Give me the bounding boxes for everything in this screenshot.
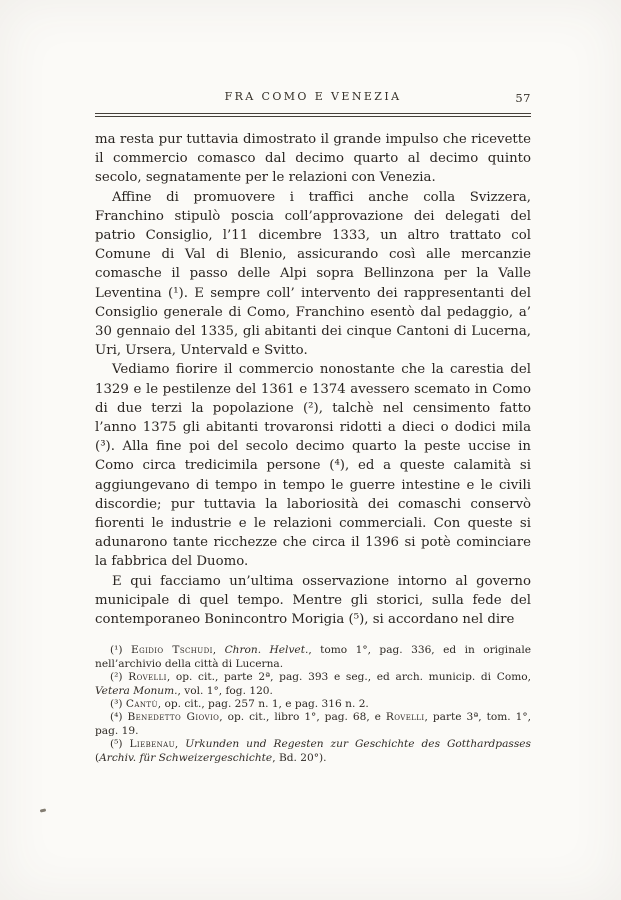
body-paragraph-1: ma resta pur tuttavia dimostrato il grande impulso che ricevette il commercio comasco dal decimo quarto al decimo quinto secolo, segnatamente per le relazioni con Venezia. — [95, 132, 531, 186]
header-rule — [95, 113, 531, 114]
footnote-1: (¹) Egidio Tschudi, Chron. Helvet., tomo 1°, pag. 336, ed in originale nell’archivio della città di Lucerna. — [95, 644, 531, 670]
body-paragraph-3: Vediamo fiorire il commercio nonostante che la carestia del 1329 e le pestilenze del 1361 e 1374 avessero scemato in Como di due terzi la popolazione (²), talchè nel censimento fatto l’anno 1375 gli abitanti trovaronsi ridotti a dieci o dodici mila (³). Alla fine poi del secolo decimo quarto la peste uccise in Como circa tredicimila persone (⁴), ed a queste calamità si aggiungevano di tempo in tempo le guerre intestine e le civili discordie; pur tuttavia la laboriosità dei comaschi conservò fiorenti le industrie e le relazioni commerciali. Con queste si adunarono tante ricchezze che circa il 1396 si potè cominciare la fabbrica del Duomo. — [95, 362, 531, 570]
running-header-title: FRA COMO E VENEZIA — [224, 90, 402, 103]
footnote-4: (⁴) Benedetto Giovio, op. cit., libro 1°, pag. 68, e Rovelli, parte 3ª, tom. 1°, pag. 19. — [95, 711, 531, 737]
footnote-2: (²) Rovelli, op. cit., parte 2ª, pag. 393 e seg., ed arch. municip. di Como, Vetera Monum., vol. 1°, fog. 120. — [95, 671, 531, 697]
footnote-3: (³) Cantù, op. cit., pag. 257 n. 1, e pag. 316 n. 2. — [110, 697, 369, 710]
body-paragraph-4: E qui facciamo un’ultima osservazione intorno al governo municipale di quel tempo. Mentre gli storici, sulla fede del contemporaneo Bonincontro Morigia (⁵), si accordano nel dire — [95, 573, 531, 628]
body-paragraph-2: Affine di promuovere i traffici anche colla Svizzera, Franchino stipulò poscia coll’approvazione dei delegati del patrio Consiglio, l’11 dicembre 1333, un altro trattato col Comune di Val di Blenio, assicurando così alle mercanzie comasche il passo delle Alpi sopra Bellinzona per la Valle Leventina (¹). E sempre coll’ intervento dei rappresentanti del Consiglio generale di Como, Franchino esentò dal pedaggio, a’ 30 gennaio del 1335, gli abitanti dei cinque Cantoni di Lucerna, Uri, Ursera, Untervald e Svitto. — [95, 189, 531, 359]
running-header — [95, 90, 531, 106]
page-number: 57 — [515, 91, 531, 105]
footnote-5: (⁵) Liebenau, Urkunden und Regesten zur Geschichte des Gotthardpasses (Archiv. für Schweizergeschichte, Bd. 20°). — [95, 738, 531, 764]
page-body — [95, 130, 531, 629]
footnotes-section — [95, 644, 531, 765]
scan-artifact — [40, 808, 46, 812]
